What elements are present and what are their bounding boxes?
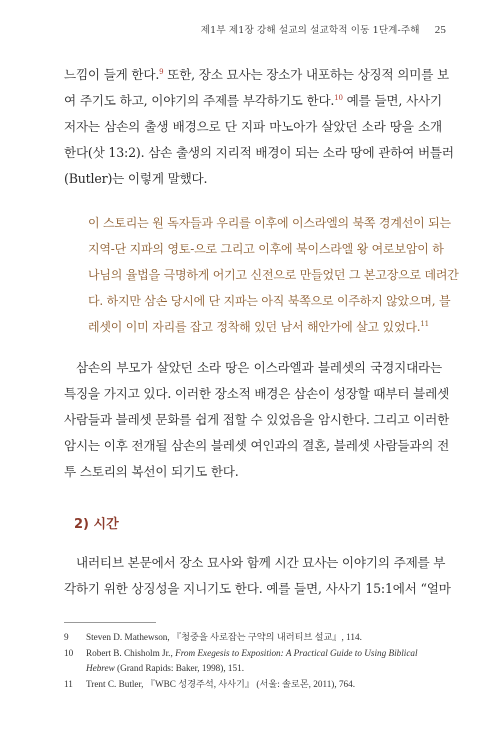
footnote-book-title: From Exegesis to Exposition: A Practical Guide to Using Biblical: [175, 647, 418, 658]
section-heading: 2) 시간: [74, 517, 119, 532]
quote-line-3: 나님의 율법을 극명하게 어기고 신전으로 만들었던 그 본고장으로 데려간: [88, 268, 459, 282]
footnote-11: [64, 677, 444, 693]
footnote-text: Robert B. Chisholm Jr., From Exegesis to Exposition: A Practical Guide to Using Biblical Hebrew (Grand Rapids: Baker, 1998), 151.: [86, 647, 418, 673]
quote-line-2: 지역-단 지파의 영토-으로 그리고 이후에 북이스라엘 왕 여로보암이 하: [88, 242, 444, 256]
para3-line-2: 각하기 위한 상징성을 지니기도 한다. 예를 들면, 사사기 15:1에서 “얼마: [64, 581, 451, 596]
footnote-book-title-cont: Hebrew: [86, 663, 115, 673]
footnote-number: 11: [64, 678, 73, 689]
footnote-ref-11[interactable]: 11: [420, 320, 429, 328]
para2-line-2: 특징을 가지고 있다. 이러한 장소적 배경은 삼손이 성장할 때부터 블레셋: [64, 386, 450, 401]
para3-line-1: 내러티브 본문에서 장소 묘사와 함께 시간 묘사는 이야기의 주제를 부: [76, 555, 446, 570]
footnote-divider: [64, 622, 156, 623]
footnote-text: Trent C. Butler, 『WBC 성경주석, 사사기』 (서울: 솔로몬, 2011), 764.: [86, 678, 356, 689]
para1-line-4: 한다(삿 13:2). 삼손 출생의 지리적 배경이 되는 소라 땅에 관하여 버틀러: [64, 145, 454, 160]
para1-line-2: 여 주기도 하고, 이야기의 주제를 부각하기도 한다.$^{10}$ 예를 들면, 사사기: [64, 93, 442, 108]
para2-line-3: 사람들과 블레셋 문화를 쉽게 접할 수 있었음을 암시한다. 그리고 이러한: [64, 412, 450, 427]
para2-line-1: 삼손의 부모가 살았던 소라 땅은 이스라엘과 블레셋의 국경지대라는: [76, 360, 442, 375]
paragraph-1: [64, 62, 454, 192]
para2-line-5: 투 스토리의 복선이 되기도 한다.: [64, 464, 239, 479]
para2-line-4: 암시는 이후 전개될 삼손의 블레셋 여인과의 결혼, 블레셋 사람들과의 전: [64, 438, 450, 453]
quote-line-1: 이 스토리는 원 독자들과 우리를 이후에 이스라엘의 북쪽 경계선이 되는: [88, 216, 451, 230]
footnote-ref-10[interactable]: 10: [334, 93, 343, 102]
para1-line-3: 저자는 삼손의 출생 배경으로 단 지파 마노아가 살았던 소라 땅을 소개: [64, 119, 442, 134]
para1-line-1: 느낌이 들게 한다.$^9$ 또한, 장소 묘사는 장소가 내포하는 상징적 의미를 보: [64, 67, 449, 82]
footnotes: [64, 630, 444, 692]
quote-line-5: 레셋이 이미 자리를 잡고 정착해 있던 남서 해안가에 살고 있었다.$^{11}$: [88, 320, 429, 334]
footnote-9: [64, 630, 444, 646]
paragraph-3: [64, 550, 451, 602]
running-head-title: 제1부 제1장 강해 설교의 설교학적 이동 1단계-주해: [200, 25, 420, 36]
running-header: [201, 22, 446, 36]
page-number: 25: [434, 24, 446, 36]
footnote-ref-9[interactable]: 9: [159, 67, 164, 76]
footnote-10: [64, 646, 444, 677]
paragraph-2: [64, 355, 450, 485]
quote-line-4: 다. 하지만 삼손 당시에 단 지파는 아직 북쪽으로 이주하지 않았으며, 블: [88, 294, 451, 308]
block-quote: [88, 210, 459, 340]
para1-line-5: (Butler)는 이렇게 말했다.: [64, 171, 208, 186]
footnote-text: Steven D. Mathewson, 『청중을 사로잡는 구약의 내러티브 설교』, 114.: [86, 632, 362, 642]
footnote-number: 10: [64, 647, 74, 658]
footnote-number: 9: [64, 632, 69, 642]
